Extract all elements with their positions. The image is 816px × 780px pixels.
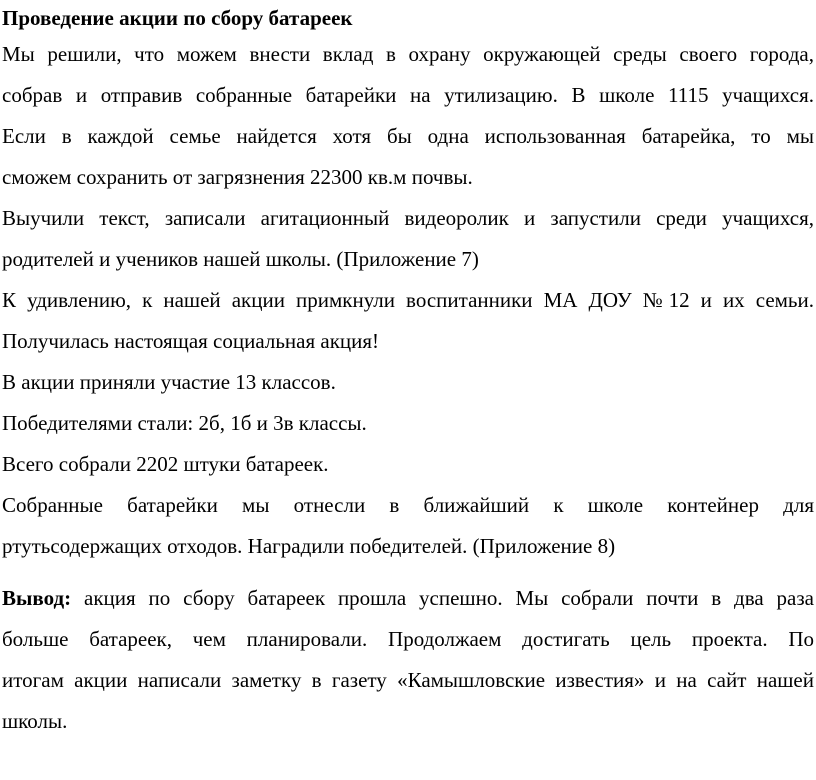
text-line: больше батареек, чем планировали. Продолжаем достигать цель проекта. По [2, 627, 814, 651]
text-line: Если в каждой семье найдется хотя бы одна использованная батарейка, то мы [2, 124, 814, 148]
text-line: Выучили текст, записали агитационный видеоролик и запустили среди учащихся, [2, 206, 814, 230]
paragraph-2 [2, 198, 814, 280]
paragraph-1 [2, 34, 814, 198]
text-line: родителей и учеников нашей школы. (Приложение 7) [2, 247, 479, 271]
conclusion-paragraph [2, 578, 814, 742]
text-line: Собранные батарейки мы отнесли в ближайший к школе контейнер для [2, 493, 814, 517]
document-title: Проведение акции по сбору батареек [2, 6, 353, 30]
conclusion-text: акция по сбору батареек прошла успешно. Мы собрали почти в два раза [71, 586, 814, 610]
text-line: итогам акции написали заметку в газету «Камышловские известия» и на сайт нашей [2, 668, 814, 692]
paragraph-6: Всего собрали 2202 штуки батареек. [2, 452, 329, 476]
conclusion-label: Вывод: [2, 586, 72, 610]
paragraph-spacer [2, 567, 814, 578]
text-line: ртутьсодержащих отходов. Наградили победителей. (Приложение 8) [2, 534, 616, 558]
text-line: сможем сохранить от загрязнения 22300 кв.м почвы. [2, 165, 473, 189]
text-line: Мы решили, что можем внести вклад в охрану окружающей среды своего города, [2, 42, 814, 66]
text-line: К удивлению, к нашей акции примкнули воспитанники МА ДОУ №12 и их семьи. [2, 288, 814, 312]
text-line: собрав и отправив собранные батарейки на утилизацию. В школе 1115 учащихся. [2, 83, 814, 107]
paragraph-7 [2, 485, 814, 567]
text-line: школы. [2, 709, 68, 733]
paragraph-3 [2, 280, 814, 362]
text-line: Получилась настоящая социальная акция! [2, 329, 380, 353]
conclusion-first-line [2, 578, 814, 619]
paragraph-5: Победителями стали: 2б, 1б и 3в классы. [2, 411, 367, 435]
paragraph-4: В акции приняли участие 13 классов. [2, 370, 336, 394]
